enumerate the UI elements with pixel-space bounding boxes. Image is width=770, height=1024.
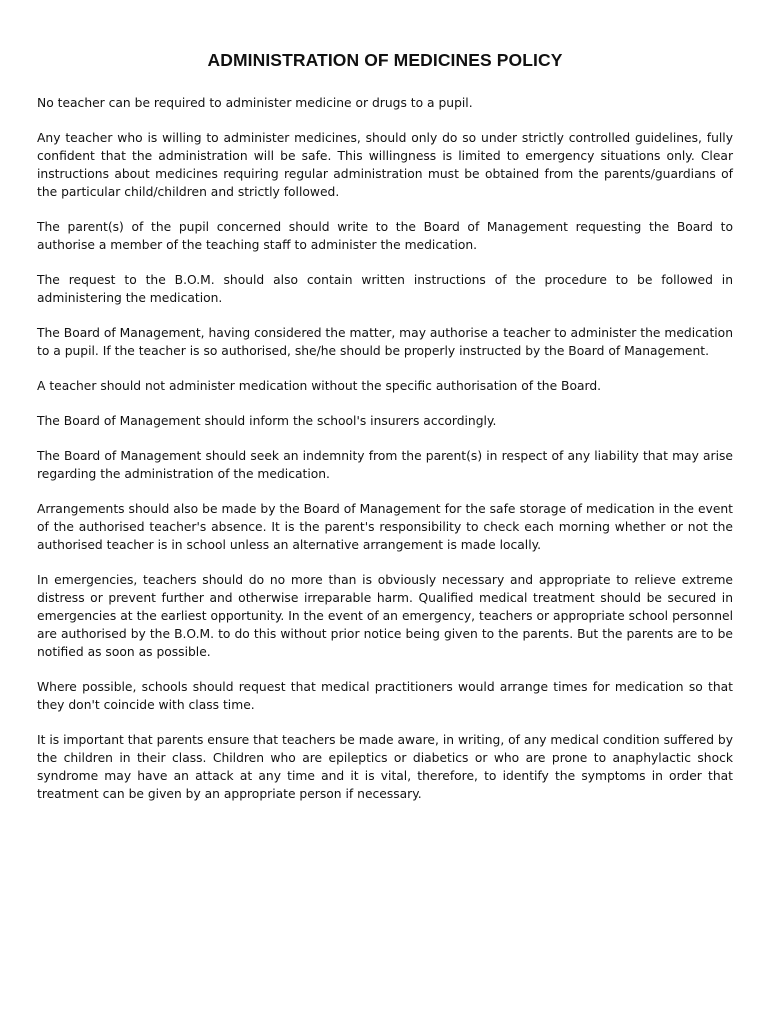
paragraph: The Board of Management, having considered the matter, may authorise a teacher to administer the medication to a pupil. If the teacher is so authorised, she/he should be properly instructed by the Board of Management. [37,326,733,358]
paragraph: The Board of Management should inform the school's insurers accordingly. [37,414,497,428]
paragraph: Arrangements should also be made by the Board of Management for the safe storage of medication in the event of the authorised teacher's absence. It is the parent's responsibility to check each morning whether or not the authorised teacher is in school unless an alternative arrangement is made locally. [37,502,733,552]
paragraph: In emergencies, teachers should do no more than is obviously necessary and appropriate to relieve extreme distress or prevent further and otherwise irreparable harm. Qualified medical treatment should be secured in emergencies at the earliest opportunity. In the event of an emergency, teachers or appropriate school personnel are authorised by the B.O.M. to do this without prior notice being given to the parents. But the parents are to be notified as soon as possible. [37,573,733,659]
page-title: ADMINISTRATION OF MEDICINES POLICY [207,50,563,70]
paragraph: A teacher should not administer medication without the specific authorisation of the Board. [37,379,602,393]
paragraph: The parent(s) of the pupil concerned should write to the Board of Management requesting the Board to authorise a member of the teaching staff to administer the medication. [37,220,733,252]
paragraph: The request to the B.O.M. should also contain written instructions of the procedure to be followed in administering the medication. [37,273,733,305]
paragraph: Where possible, schools should request that medical practitioners would arrange times for medication so that they don't coincide with class time. [37,680,733,712]
paragraph: It is important that parents ensure that teachers be made aware, in writing, of any medical condition suffered by the children in their class. Children who are epileptics or diabetics or who are prone to anaphylactic shock syndrome may have an attack at any time and it is vital, therefore, to identify the symptoms in order that treatment can be given by an appropriate person if necessary. [37,733,733,801]
paragraph: No teacher can be required to administer medicine or drugs to a pupil. [37,96,473,110]
paragraph: Any teacher who is willing to administer medicines, should only do so under strictly controlled guidelines, fully confident that the administration will be safe. This willingness is limited to emergency situations only. Clear instructions about medicines requiring regular administration must be obtained from the parents/guardians of the particular child/children and strictly followed. [37,131,733,199]
policy-body [37,94,733,820]
paragraph: The Board of Management should seek an indemnity from the parent(s) in respect of any liability that may arise regarding the administration of the medication. [37,449,733,481]
